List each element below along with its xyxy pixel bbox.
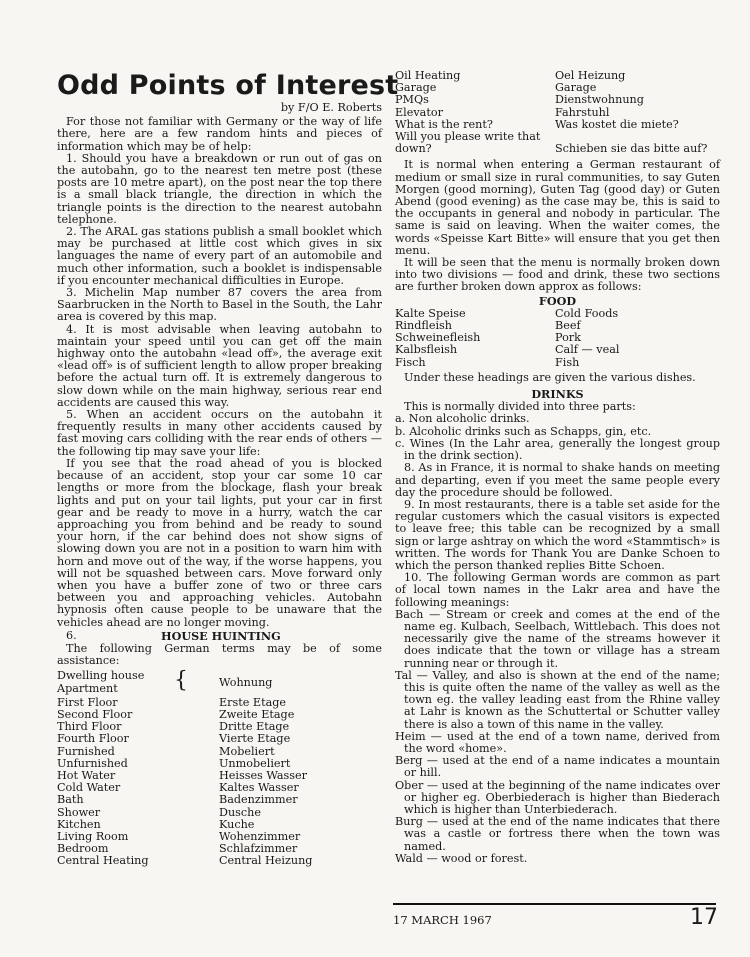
house-terms-table: [57, 697, 382, 868]
point-8: 8. As in France, it is normal to shake hands on meeting and departing, even if you meet the same people every day the procedure should be followed.: [395, 461, 720, 499]
write-row: [395, 131, 720, 155]
term-german: Was kostet die miete?: [555, 117, 679, 131]
house-term-english: Furnished: [57, 744, 115, 758]
write-answer: Schieben sie das bitte auf?: [555, 142, 708, 156]
food-item-english: Kalte Speise: [395, 306, 466, 320]
byline: by F/O E. Roberts: [280, 101, 382, 114]
footer-rule: [393, 903, 716, 905]
article-title: Odd Points of Interest: [57, 70, 399, 101]
food-item-german: Beef: [555, 319, 581, 333]
house-term-german: Schlafzimmer: [219, 842, 298, 856]
food-item-german: Calf — veal: [555, 343, 620, 357]
brace-group: [57, 670, 382, 694]
drink-b: b. Alcoholic drinks such as Schapps, gin, etc.: [395, 424, 652, 438]
house-term-english: Bath: [57, 793, 84, 807]
house-term-german: Kuche: [219, 817, 255, 831]
house-term-english: Third Floor: [57, 720, 122, 734]
house-term-english: Shower: [57, 805, 101, 819]
house-term-english: Kitchen: [57, 817, 101, 831]
point-4: 4. It is most advisable when leaving autobahn to maintain your speed until you can get off the main highway onto the autobahn «lead off», the average exit «lead off» is of sufficient length to allow proper breaking before the actual turn off. It is extremely dangerous to slow down while on the main highway, serious rear end accidents are caused this way.: [57, 322, 382, 409]
point-9: 9. In most restaurants, there is a table set aside for the regular customers which the casual visitors is expected to leave free; this table can be recognized by a small sign or large ashtray on which the word «Stammtisch» is written. The words for Thank You are Danke Schoen to which the person thanked replies Bitte Schoen.: [395, 497, 720, 572]
house-hunting-heading: HOUSE HUINTING: [161, 628, 281, 643]
name-ober: Ober — used at the beginning of the name indicates over or higher eg. Oberbiederach is higher than Biederach which is higher than Unterbiederach.: [395, 778, 720, 816]
house-term-german: Dritte Etage: [219, 720, 290, 734]
house-term-german: Unmobeliert: [219, 756, 291, 770]
drink-c: c. Wines (In the Lahr area, generally the longest group in the drink section).: [395, 436, 720, 463]
house-term-english: Hot Water: [57, 768, 116, 782]
restaurant-paragraph: It is normal when entering a German restaurant of medium or small size in rural communities, to say Guten Morgen (good morning), Guten Tag (good day) or Guten Abend (good evening) as the case may be, this is said to the occupants in general and nobody in particular. The same is said on leaving. When the waiter comes, the words «Speisse Kart Bitte» will ensure that you get then menu.: [395, 158, 720, 257]
house-hunting-heading-row: [57, 630, 382, 642]
point-2: 2. The ARAL gas stations publish a small booklet which may be purchased at little cost which gives in six languages the name of every part of an automobile and much other information, such a booklet is indispensable if you encounter mechanical difficulties in Europe.: [57, 225, 382, 287]
house-term-english: Bedroom: [57, 842, 109, 856]
right-column: [395, 70, 720, 865]
food-item-english: Rindfleish: [395, 319, 452, 333]
food-item-english: Fisch: [395, 355, 426, 369]
term-english: Garage: [395, 81, 437, 95]
house-term-english: Fourth Floor: [57, 732, 129, 746]
house-term-english: Cold Water: [57, 781, 121, 795]
house-term-english: Living Room: [57, 829, 129, 843]
write-question: Will you please write that down?: [395, 130, 541, 156]
food-item-german: Fish: [555, 355, 580, 369]
term-english: Oil Heating: [395, 69, 461, 82]
drink-a: a. Non alcoholic drinks.: [395, 412, 530, 426]
brace-word: Wohnung: [219, 676, 273, 690]
drinks-intro: This is normally divided into three parts:: [404, 400, 636, 414]
point-3: 3. Michelin Map number 87 covers the area from Saarbrucken in the North to Basel in the South, the Lahr area is covered by this map.: [57, 286, 382, 324]
point-10: 10. The following German words are common as part of local town names in the Lakr area and have the following meanings:: [395, 571, 720, 609]
term-english: Elevator: [395, 105, 443, 119]
page-number: 17: [690, 905, 718, 930]
left-column: [57, 70, 399, 868]
food-note: Under these headings are given the various dishes.: [404, 370, 696, 384]
brace-term-1: Dwelling house: [57, 669, 145, 683]
curly-brace: {: [174, 668, 188, 694]
house-term-german: Dusche: [219, 805, 262, 819]
food-item-german: Cold Foods: [555, 306, 619, 320]
brace-term-2: Apartment: [57, 681, 118, 695]
house-term-german: Kaltes Wasser: [219, 781, 299, 795]
house-term-german: Wohenzimmer: [219, 829, 301, 843]
name-tal: Tal — Valley, and also is shown at the end of the name; this is quite often the name of the valley as well as the town eg. the valley leading east from the Rhine valley at Lahr is known as the Schuttertal or Schutter valley there is also a town of this name in the valley.: [395, 668, 720, 731]
house-term-english: First Floor: [57, 695, 118, 709]
house-term-german: Badenzimmer: [219, 793, 298, 807]
name-wald: Wald — wood or forest.: [395, 851, 528, 865]
term-german: Oel Heizung: [555, 69, 626, 82]
food-table: [395, 308, 720, 369]
house-term-german: Heisses Wasser: [219, 768, 308, 782]
house-hunting-intro: The following German terms may be of some assistance:: [57, 641, 382, 668]
right-terms-table: [395, 70, 720, 131]
term-german: Garage: [555, 81, 597, 95]
house-term-english: Second Floor: [57, 707, 133, 721]
name-bach: Bach — Stream or creek and comes at the end of the name eg. Kulbach, Seelbach, Wittlebach. This does not necessarily give the name of the streams however it does indicate that the town or village has a stream running near or through it.: [395, 607, 720, 670]
food-item-german: Pork: [555, 331, 581, 345]
point-5-tip: If you see that the road ahead of you is blocked because of an accident, stop your car some 10 car lengths or more from the blockage, flash your break lights and put on your tail lights, put your car in first gear and be ready to move in a hurry, watch the car approaching you from behind and be ready to sound your horn, if the car behind does not show signs of slowing down you are not in a position to warn him with horn and move out of the way, if the worse happens, you will not be squashed between cars. Move forward only when you have a buffer zone of two or three cars between you and approaching vehicles. Autobahn hypnosis often cause people to be unaware that the vehicles ahead are no longer moving.: [57, 456, 382, 629]
house-term-german: Erste Etage: [219, 695, 287, 709]
term-english: What is the rent?: [395, 117, 493, 131]
intro-paragraph: For those not familiar with Germany or the way of life there, here are a few random hints and pieces of information which may be of help:: [57, 115, 382, 153]
house-term-german: Mobeliert: [219, 744, 275, 758]
point-1: 1. Should you have a breakdown or run out of gas on the autobahn, go to the nearest ten metre post (these posts are 10 metre apart), on the post near the top there is a small black triangle, the direction in which the triangle points is the direction to the nearest autobahn telephone.: [57, 151, 382, 226]
house-term-english: Unfurnished: [57, 756, 128, 770]
house-term-german: Vierte Etage: [219, 732, 291, 746]
name-burg: Burg — used at the end of the name indicates that there was a castle or fortress there when the town was named.: [395, 815, 720, 853]
footer-date: 17 MARCH 1967: [393, 913, 492, 927]
house-term-german: Central Heizung: [219, 854, 313, 868]
menu-paragraph: It will be seen that the menu is normally broken down into two divisions — food and drink, these two sections are further broken down approx as follows:: [395, 256, 720, 294]
term-german: Dienstwohnung: [555, 93, 644, 107]
house-term-english: Central Heating: [57, 854, 149, 868]
term-english: PMQs: [395, 93, 429, 107]
name-heim: Heim — used at the end of a town name, derived from the word «home».: [395, 729, 720, 755]
food-heading: FOOD: [538, 293, 577, 308]
drinks-heading: DRINKS: [531, 387, 584, 402]
name-berg: Berg — used at the end of a name indicates a mountain or hill.: [395, 754, 720, 780]
food-item-english: Kalbsfleish: [395, 343, 458, 357]
term-german: Fahrstuhl: [555, 105, 610, 119]
section-number: 6.: [66, 628, 77, 642]
house-term-german: Zweite Etage: [219, 707, 295, 721]
food-item-english: Schweinefleish: [395, 331, 481, 345]
point-5: 5. When an accident occurs on the autobahn it frequently results in many other accidents caused by fast moving cars colliding with the rear ends of others — the following tip may save your life:: [57, 408, 382, 458]
